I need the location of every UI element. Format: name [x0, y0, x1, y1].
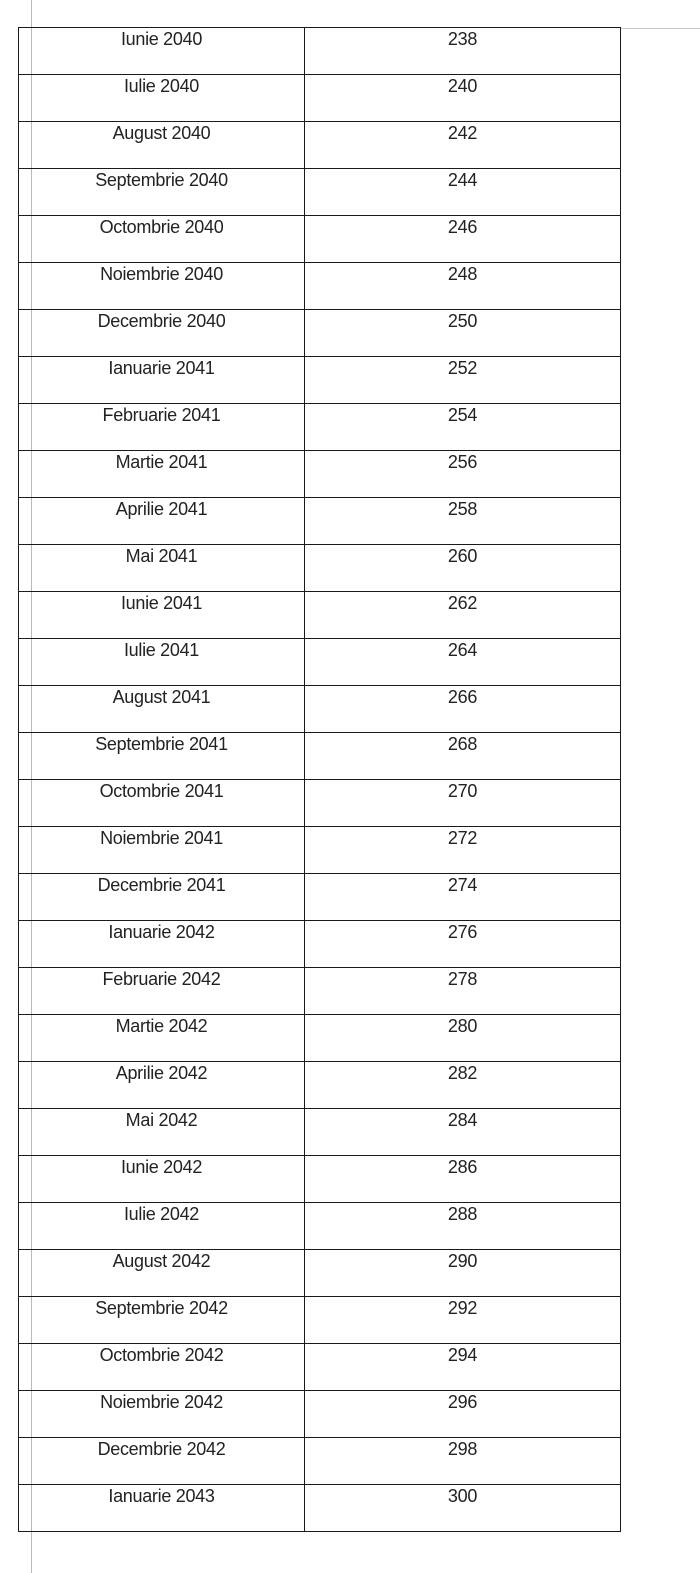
value-label: 250 — [447, 311, 478, 331]
table-row — [19, 1297, 621, 1344]
month-cell — [19, 1297, 305, 1344]
table-row — [19, 1156, 621, 1203]
value-cell — [305, 1485, 621, 1532]
value-cell — [305, 451, 621, 498]
month-label: Mai 2041 — [125, 546, 198, 566]
table-row — [19, 1015, 621, 1062]
table-row — [19, 216, 621, 263]
month-label: Iulie 2040 — [123, 76, 200, 96]
month-cell — [19, 1391, 305, 1438]
value-label: 298 — [447, 1439, 478, 1459]
month-cell — [19, 263, 305, 310]
table-row — [19, 639, 621, 686]
table-row — [19, 968, 621, 1015]
month-cell — [19, 1062, 305, 1109]
month-label: Noiembrie 2040 — [100, 264, 223, 284]
table-row — [19, 733, 621, 780]
month-label: Mai 2042 — [125, 1110, 198, 1130]
value-label: 286 — [447, 1157, 478, 1177]
value-cell — [305, 1297, 621, 1344]
value-label: 300 — [447, 1486, 478, 1506]
month-label: Ianuarie 2043 — [108, 1486, 215, 1506]
table-row — [19, 1109, 621, 1156]
value-label: 264 — [447, 640, 478, 660]
table-row — [19, 263, 621, 310]
month-label: Octombrie 2040 — [99, 217, 224, 237]
month-label: Martie 2042 — [115, 1016, 208, 1036]
table-row — [19, 1250, 621, 1297]
value-label: 268 — [447, 734, 478, 754]
month-cell — [19, 1250, 305, 1297]
table-row — [19, 498, 621, 545]
value-label: 292 — [447, 1298, 478, 1318]
value-label: 270 — [447, 781, 478, 801]
value-label: 246 — [447, 217, 478, 237]
month-label: Iunie 2042 — [120, 1157, 203, 1177]
month-label: Octombrie 2041 — [99, 781, 224, 801]
value-cell — [305, 639, 621, 686]
month-cell — [19, 827, 305, 874]
value-label: 288 — [447, 1204, 478, 1224]
value-cell — [305, 357, 621, 404]
value-label: 240 — [447, 76, 478, 96]
value-label: 282 — [447, 1063, 478, 1083]
table-row — [19, 169, 621, 216]
value-label: 238 — [447, 29, 478, 49]
month-cell — [19, 75, 305, 122]
table-row — [19, 451, 621, 498]
value-cell — [305, 122, 621, 169]
month-cell — [19, 780, 305, 827]
month-cell — [19, 921, 305, 968]
month-label: Iulie 2041 — [123, 640, 200, 660]
value-cell — [305, 404, 621, 451]
value-cell — [305, 968, 621, 1015]
table-row — [19, 592, 621, 639]
month-cell — [19, 1203, 305, 1250]
value-cell — [305, 1391, 621, 1438]
month-label: Februarie 2041 — [102, 405, 221, 425]
month-cell — [19, 451, 305, 498]
month-cell — [19, 733, 305, 780]
month-label: Decembrie 2040 — [97, 311, 226, 331]
value-label: 244 — [447, 170, 478, 190]
value-label: 252 — [447, 358, 478, 378]
month-label: Ianuarie 2042 — [108, 922, 215, 942]
value-label: 280 — [447, 1016, 478, 1036]
value-cell — [305, 28, 621, 75]
value-cell — [305, 686, 621, 733]
value-label: 258 — [447, 499, 478, 519]
month-label: August 2042 — [112, 1251, 211, 1271]
value-cell — [305, 498, 621, 545]
schedule-table — [18, 27, 621, 1532]
month-cell — [19, 968, 305, 1015]
month-label: Aprilie 2041 — [115, 499, 208, 519]
table-body — [19, 28, 621, 1532]
table-row — [19, 545, 621, 592]
value-label: 296 — [447, 1392, 478, 1412]
page-top-edge — [620, 28, 700, 29]
value-label: 278 — [447, 969, 478, 989]
month-cell — [19, 498, 305, 545]
month-label: Ianuarie 2041 — [108, 358, 215, 378]
month-cell — [19, 216, 305, 263]
value-label: 266 — [447, 687, 478, 707]
table-row — [19, 686, 621, 733]
value-cell — [305, 1015, 621, 1062]
value-label: 256 — [447, 452, 478, 472]
value-label: 262 — [447, 593, 478, 613]
value-cell — [305, 545, 621, 592]
value-label: 274 — [447, 875, 478, 895]
month-label: Noiembrie 2041 — [100, 828, 223, 848]
month-label: Septembrie 2042 — [95, 1298, 228, 1318]
value-cell — [305, 1203, 621, 1250]
value-label: 260 — [447, 546, 478, 566]
month-label: August 2041 — [112, 687, 211, 707]
table-row — [19, 357, 621, 404]
value-cell — [305, 1156, 621, 1203]
month-cell — [19, 639, 305, 686]
month-label: August 2040 — [112, 123, 211, 143]
month-label: Aprilie 2042 — [115, 1063, 208, 1083]
value-cell — [305, 310, 621, 357]
month-cell — [19, 686, 305, 733]
month-label: Decembrie 2041 — [97, 875, 226, 895]
value-cell — [305, 780, 621, 827]
value-label: 290 — [447, 1251, 478, 1271]
month-cell — [19, 1485, 305, 1532]
value-cell — [305, 874, 621, 921]
month-label: Septembrie 2040 — [95, 170, 228, 190]
month-label: Martie 2041 — [115, 452, 208, 472]
month-cell — [19, 1156, 305, 1203]
table-row — [19, 921, 621, 968]
month-label: Octombrie 2042 — [99, 1345, 224, 1365]
month-cell — [19, 592, 305, 639]
month-cell — [19, 1438, 305, 1485]
month-label: Iunie 2040 — [120, 29, 203, 49]
value-cell — [305, 592, 621, 639]
value-cell — [305, 263, 621, 310]
month-cell — [19, 310, 305, 357]
month-cell — [19, 169, 305, 216]
table-row — [19, 1485, 621, 1532]
value-label: 242 — [447, 123, 478, 143]
value-label: 248 — [447, 264, 478, 284]
table-row — [19, 780, 621, 827]
month-cell — [19, 1015, 305, 1062]
table-row — [19, 874, 621, 921]
value-cell — [305, 1344, 621, 1391]
value-cell — [305, 1062, 621, 1109]
month-label: Noiembrie 2042 — [100, 1392, 223, 1412]
table-row — [19, 28, 621, 75]
table-row — [19, 1062, 621, 1109]
value-label: 284 — [447, 1110, 478, 1130]
value-label: 254 — [447, 405, 478, 425]
value-cell — [305, 921, 621, 968]
value-cell — [305, 1109, 621, 1156]
month-label: Iulie 2042 — [123, 1204, 200, 1224]
table-row — [19, 310, 621, 357]
table-row — [19, 1203, 621, 1250]
month-cell — [19, 1109, 305, 1156]
value-label: 294 — [447, 1345, 478, 1365]
value-cell — [305, 1438, 621, 1485]
table-row — [19, 404, 621, 451]
month-cell — [19, 404, 305, 451]
month-label: Septembrie 2041 — [95, 734, 228, 754]
month-label: Decembrie 2042 — [97, 1439, 226, 1459]
table-row — [19, 1344, 621, 1391]
month-cell — [19, 357, 305, 404]
table-row — [19, 827, 621, 874]
month-cell — [19, 1344, 305, 1391]
month-label: Februarie 2042 — [102, 969, 221, 989]
table-row — [19, 75, 621, 122]
value-cell — [305, 1250, 621, 1297]
table-row — [19, 1438, 621, 1485]
value-cell — [305, 75, 621, 122]
value-cell — [305, 169, 621, 216]
value-cell — [305, 827, 621, 874]
month-cell — [19, 28, 305, 75]
value-cell — [305, 216, 621, 263]
month-cell — [19, 122, 305, 169]
value-cell — [305, 733, 621, 780]
value-label: 272 — [447, 828, 478, 848]
month-label: Iunie 2041 — [120, 593, 203, 613]
value-label: 276 — [447, 922, 478, 942]
month-cell — [19, 545, 305, 592]
table-row — [19, 1391, 621, 1438]
month-cell — [19, 874, 305, 921]
table-row — [19, 122, 621, 169]
